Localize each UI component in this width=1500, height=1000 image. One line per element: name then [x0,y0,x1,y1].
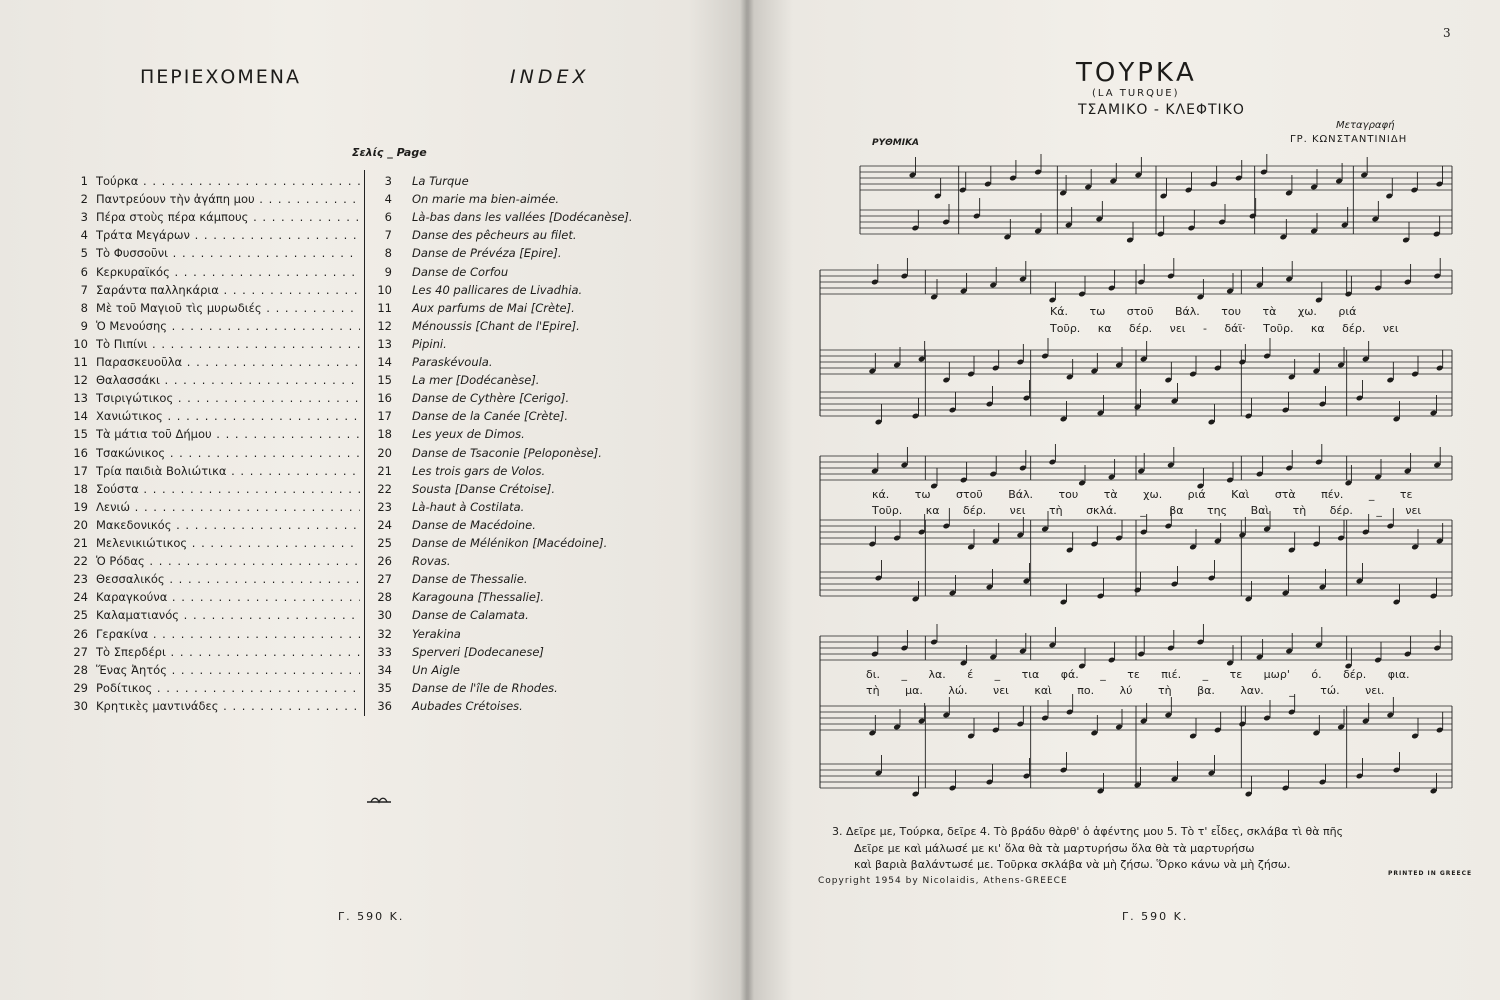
entry-number: 20 [73,517,88,532]
entry-french-title: Un Aigle [412,662,460,677]
entry-page: 32 [377,626,392,641]
index-entry [0,608,748,626]
entry-french-title: On marie ma bien-aimée. [412,192,560,207]
arranger-name: ΓΡ. ΚΩΝΣΤΑΝΤΙΝΙΔΗ [1290,134,1408,145]
entry-number: 14 [73,409,88,424]
entry-page: 25 [377,536,392,550]
entry-french-title: Ménoussis [Chant de l'Epire]. [412,318,580,333]
verse-line: Δεῖρε με καὶ μάλωσέ με κι' ὅλα θὰ τὰ μαρτυρήσω ὅλα θὰ τὰ μαρτυρήσω [854,842,1255,855]
index-entry [0,283,748,301]
entry-greek-title: Μελενικιώτικος . . . [96,536,360,550]
entry-french-title: Danse de Thessalie. [412,572,528,587]
entry-page: 36 [377,698,392,713]
entry-page: 20 [377,445,392,460]
entry-greek-title: Ὁ Μενούσης . . . [96,319,360,333]
entry-greek-title: Μακεδονικός . . . [96,518,360,532]
entry-number: 1 [80,174,88,188]
entry-greek-title: Τὸ Πιπίνι . . . [96,337,360,351]
song-title: ΤΟΥΡΚΑ [1076,58,1197,88]
entry-page: 6 [384,210,392,225]
entry-french-title: Danse de Cythère [Cerigo]. [412,391,570,406]
entry-french-title: Paraskévoula. [412,355,493,369]
entry-page: 10 [377,282,392,297]
entry-number: 30 [73,698,88,713]
entry-greek-title: Παρασκευοῦλα . . . [96,355,360,369]
entry-page: 30 [377,608,392,623]
index-entry [0,210,748,228]
index-entry [0,699,748,717]
entry-number: 17 [73,463,88,478]
entry-page: 13 [377,336,392,351]
entry-greek-title: Πέρα στοὺς πέρα κάμπους . . . [96,210,360,224]
entry-french-title: Là-bas dans les vallées [Dodécanèse]. [412,210,633,225]
index-entry [0,427,748,445]
index-entry [0,228,748,246]
entry-greek-title: Τσιριγώτικος . . . [96,391,360,405]
entry-french-title: Danse de Tsaconie [Peloponèse]. [412,445,602,460]
sheet-music [760,0,1460,830]
index-entry [0,373,748,391]
entry-greek-title: Κρητικὲς μαντινάδες . . . [96,699,360,713]
index-entry [0,464,748,482]
entry-number: 21 [73,536,88,550]
entry-french-title: Aux parfums de Mai [Crète]. [412,300,575,315]
entry-greek-title: Σούστα . . . [96,482,360,496]
index-entry [0,301,748,319]
entry-french-title: Rovas. [412,554,451,569]
entry-french-title: Danse de Mélénikon [Macédoine]. [412,536,608,550]
entry-page: 24 [377,517,392,532]
entry-french-title: La Turque [412,174,469,188]
entry-number: 5 [80,246,88,261]
entry-french-title: Danse des pêcheurs au filet. [412,228,577,243]
entry-number: 13 [73,391,88,406]
entry-number: 22 [73,554,88,569]
entry-french-title: Danse de Corfou [412,264,509,279]
entry-page: 7 [384,228,392,243]
index-entry [0,590,748,608]
lyric-line: κά. τω στοῦ Βάλ. του τὰ χω. ριά Καὶ στὰ πέν. _ τε [872,488,1413,501]
entry-french-title: Les trois gars de Volos. [412,463,546,478]
entry-page: 16 [377,391,392,406]
lyric-line: δι. _ λα. έ _ τια φά. _ τε πιέ. _ τε μωρ' ό. δέρ. φια. [866,668,1410,681]
entry-page: 28 [377,590,392,605]
left-footer-code: Γ. 590 Κ. [338,910,405,923]
song-subtitle: (LA TURQUE) [1092,88,1180,99]
entry-greek-title: Τούρκα . . . [96,174,360,188]
entry-page: 23 [377,499,392,514]
entry-greek-title: Τσακώνικος . . . [96,446,360,460]
entry-greek-title: Θεσσαλικός . . . [96,572,360,586]
entry-page: 27 [377,572,392,587]
index-entry [0,536,748,554]
entry-number: 24 [73,590,88,605]
index-entry [0,500,748,518]
entry-page: 21 [377,463,392,478]
entry-page: 9 [384,264,392,279]
entry-french-title: Aubades Crétoises. [412,698,523,713]
entry-page: 22 [377,481,392,496]
entry-french-title: Danse de l'île de Rhodes. [412,680,558,695]
entry-number: 12 [73,373,88,388]
entry-number: 27 [73,644,88,659]
index-entry [0,192,748,210]
index-entry [0,681,748,699]
entry-number: 29 [73,680,88,695]
entry-french-title: Pipini. [412,336,447,351]
entry-french-title: Danse de Calamata. [412,608,529,623]
entry-french-title: Les 40 pallicares de Livadhia. [412,282,583,297]
index-entry [0,355,748,373]
entry-number: 7 [80,282,88,297]
page-number: 3 [1443,26,1451,40]
entry-page: 34 [377,662,392,677]
index-entry [0,409,748,427]
entry-page: 35 [377,680,392,695]
index-entry [0,645,748,663]
entry-page: 15 [377,373,392,388]
index-entry [0,518,748,536]
lyric-line: τὴ μα. λώ. νει καὶ πο. λύ τὴ βα. λαν. _ τώ. νει. [866,684,1385,697]
entry-number: 23 [73,572,88,587]
entry-page: 17 [377,409,392,424]
index-entry [0,246,748,264]
index-entry [0,572,748,590]
entry-french-title: La mer [Dodécanèse]. [412,373,540,388]
lyric-line: Κά. τω στοῦ Βάλ. του τὰ χω. ριά [1050,305,1357,318]
entry-greek-title: Λενιώ . . . [96,500,360,514]
right-footer-code: Γ. 590 Κ. [1122,910,1189,923]
entry-number: 10 [73,336,88,351]
index-title-greek: ΠΕΡΙΕΧΟΜΕΝΑ [140,66,301,88]
entry-french-title: Là-haut à Costilata. [412,499,525,514]
entry-number: 9 [80,318,88,333]
entry-number: 4 [80,228,88,243]
verse-line: καὶ βαριὰ βαλάντωσέ με. Τοῦρκα σκλάβα νὰ μὴ ζήσω. Ὅρκο κάνω νὰ μὴ ζήσω. [854,858,1291,871]
entry-number: 8 [80,300,88,315]
index-entry [0,391,748,409]
index-entry [0,319,748,337]
index-entry [0,174,748,192]
entry-french-title: Karagouna [Thessalie]. [412,590,545,605]
entry-greek-title: Τὰ μάτια τοῦ Δήμου . . . [96,427,360,441]
entry-number: 6 [80,264,88,279]
index-entry [0,627,748,645]
entry-greek-title: Μὲ τοῦ Μαγιοῦ τὶς μυρωδιές . . . [96,301,360,315]
verse-line: 3. Δεῖρε με, Τούρκα, δεῖρε 4. Τὸ βράδυ θὰρθ' ὁ ἀφέντης μου 5. Τὸ τ' εἶδες, σκλάβα τὶ θὰ πῆς [832,825,1344,838]
entry-number: 3 [80,210,88,225]
entry-page: 33 [377,644,392,659]
entry-french-title: Les yeux de Dimos. [412,427,525,442]
entry-greek-title: Καραγκούνα . . . [96,590,360,604]
entry-greek-title: Ροδίτικος . . . [96,681,360,695]
entry-french-title: Sperveri [Dodecanese] [412,644,544,659]
entry-page: 26 [377,554,392,569]
ornament-icon [365,796,393,804]
entry-greek-title: Θαλασσάκι . . . [96,373,360,387]
index-entry [0,663,748,681]
lyric-line: Τοῦρ. κα δέρ. νει - δάϊ· Τοῦρ. κα δέρ. νει [1050,322,1399,335]
entry-page: 8 [384,246,392,261]
entry-greek-title: Παντρεύουν τὴν ἀγάπη μου . . . [96,192,360,206]
left-page-index [0,0,748,1000]
entry-french-title: Danse de Macédoine. [412,517,536,532]
entry-greek-title: Τρία παιδιὰ Βολιώτικα . . . [96,464,360,478]
entry-number: 28 [73,662,88,677]
index-entry [0,446,748,464]
entry-number: 16 [73,445,88,460]
entry-number: 15 [73,427,88,442]
entry-page: 14 [377,355,392,369]
entry-page: 11 [377,300,392,315]
entry-number: 11 [73,355,88,369]
entry-greek-title: Γερακίνα . . . [96,627,360,641]
tempo-marking: ΡΥΘΜΙΚΑ [872,138,920,148]
entry-greek-title: Κερκυραϊκός . . . [96,265,360,279]
entry-french-title: Danse de Prévéza [Epire]. [412,246,562,261]
entry-greek-title: Καλαματιανός . . . [96,608,360,622]
entry-number: 19 [73,499,88,514]
index-entry [0,482,748,500]
entry-greek-title: Σαράντα παλληκάρια . . . [96,283,360,297]
arranger-label: Μεταγραφή [1336,120,1395,131]
index-entry [0,337,748,355]
lyric-line: Τοῦρ. κα δέρ. νει τὴ σκλά. _ βα της Βαὶ τὴ δέρ. _ νει [872,504,1422,517]
entry-number: 18 [73,481,88,496]
entry-page: 18 [377,427,392,442]
page-column-header: Σελίς _ Page [352,146,427,159]
index-entry [0,554,748,572]
entry-french-title: Sousta [Danse Crétoise]. [412,481,556,496]
index-entry [0,265,748,283]
entry-number: 2 [80,192,88,207]
entry-french-title: Danse de la Canée [Crète]. [412,409,569,424]
entry-page: 4 [384,192,392,207]
book-gutter [740,0,754,1000]
entry-french-title: Yerakina [412,626,461,641]
entry-greek-title: Ἕνας Ἀητός . . . [96,663,360,677]
entry-greek-title: Ὁ Ρόδας . . . [96,554,360,568]
printed-in-greece: PRINTED IN GREECE [1388,870,1473,877]
copyright-notice: Copyright 1954 by Nicolaidis, Athens-GREECE [818,876,1068,886]
entry-page: 3 [384,174,392,188]
entry-greek-title: Τράτα Μεγάρων . . . [96,228,360,242]
song-genre: ΤΣΑΜΙΚΟ - ΚΛΕΦΤΙΚΟ [1078,102,1245,118]
entry-number: 26 [73,626,88,641]
index-title-index: INDEX [510,66,590,88]
entry-greek-title: Τὸ Φυσσοῦνι . . . [96,246,360,260]
entry-page: 12 [377,318,392,333]
entry-number: 25 [73,608,88,623]
entry-greek-title: Χανιώτικος . . . [96,409,360,423]
entry-greek-title: Τὸ Σπερδέρι . . . [96,645,360,659]
